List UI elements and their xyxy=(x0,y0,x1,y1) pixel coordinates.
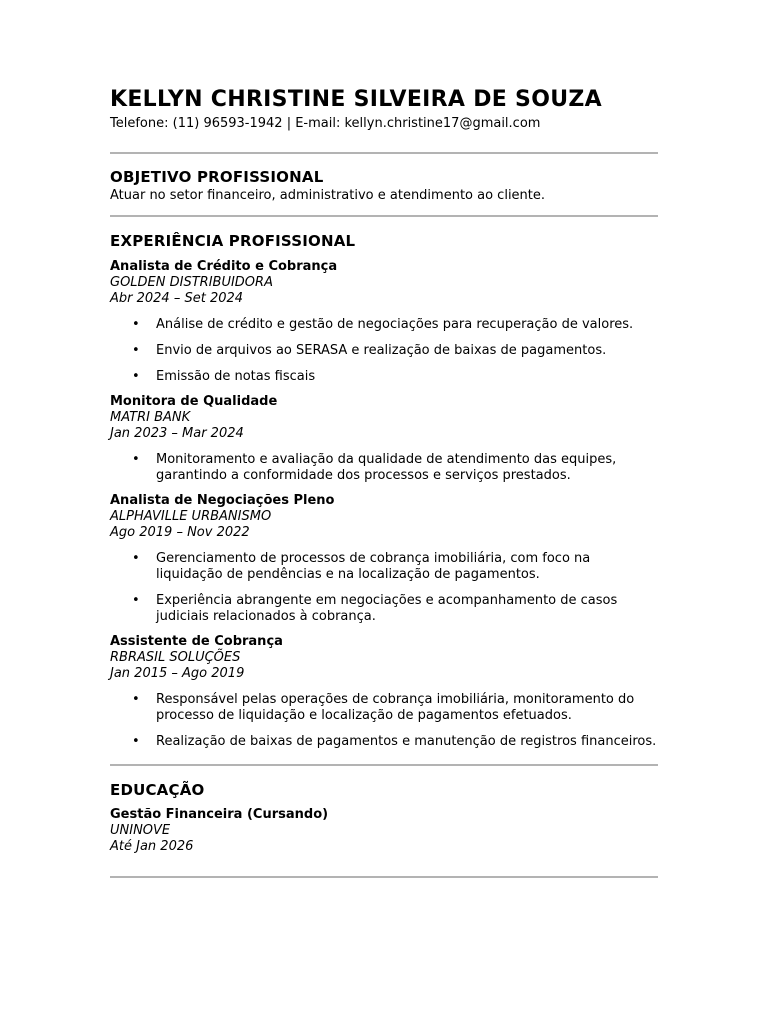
bullet-text: Gerenciamento de processos de cobrança imobiliária, com foco na liquidação de pendências e na localização de pagamentos. xyxy=(156,551,591,582)
bullet-icon: • xyxy=(132,692,140,707)
job-dates: Jan 2015 – Ago 2019 xyxy=(110,666,245,681)
job-entry xyxy=(110,259,658,385)
education-entry xyxy=(110,807,658,855)
job-bullets xyxy=(110,317,658,385)
bullet-icon: • xyxy=(132,452,140,467)
job-company: MATRI BANK xyxy=(110,410,191,425)
bullet-text: Envio de arquivos ao SERASA e realização de baixas de pagamentos. xyxy=(156,343,607,358)
job-bullets xyxy=(110,692,658,750)
bullet-text: Emissão de notas fiscais xyxy=(156,369,316,384)
list-item xyxy=(110,452,658,484)
bullet-icon: • xyxy=(132,593,140,608)
bullet-icon: • xyxy=(132,734,140,749)
job-bullets xyxy=(110,452,658,484)
bullet-icon: • xyxy=(132,551,140,566)
education-dates: Até Jan 2026 xyxy=(110,839,194,854)
bullet-text: Responsável pelas operações de cobrança imobiliária, monitoramento do processo de liquidação e localização de pagamentos efetuados. xyxy=(156,692,635,723)
contact-line: Telefone: (11) 96593-1942 | E-mail: kellyn.christine17@gmail.com xyxy=(110,116,541,131)
list-item xyxy=(110,593,658,625)
list-item xyxy=(110,551,658,583)
objective-heading: OBJETIVO PROFISSIONAL xyxy=(110,168,324,186)
list-item xyxy=(110,734,658,750)
bullet-icon: • xyxy=(132,369,140,384)
experience-heading: EXPERIÊNCIA PROFISSIONAL xyxy=(110,232,356,250)
job-dates: Ago 2019 – Nov 2022 xyxy=(110,525,250,540)
job-role: Analista de Crédito e Cobrança xyxy=(110,259,338,274)
bullet-text: Realização de baixas de pagamentos e manutenção de registros financeiros. xyxy=(156,734,657,749)
job-role: Analista de Negociações Pleno xyxy=(110,493,335,508)
job-bullets xyxy=(110,551,658,625)
job-entry xyxy=(110,634,658,750)
job-entry xyxy=(110,493,658,625)
list-item xyxy=(110,343,658,359)
job-dates: Abr 2024 – Set 2024 xyxy=(110,291,244,306)
list-item xyxy=(110,369,658,385)
objective-text: Atuar no setor financeiro, administrativo e atendimento ao cliente. xyxy=(110,188,546,203)
divider xyxy=(110,876,658,878)
education-heading: EDUCAÇÃO xyxy=(110,781,205,799)
job-company: GOLDEN DISTRIBUIDORA xyxy=(110,275,273,290)
divider xyxy=(110,215,658,217)
bullet-icon: • xyxy=(132,317,140,332)
divider xyxy=(110,152,658,154)
bullet-text: Monitoramento e avaliação da qualidade de atendimento das equipes, garantindo a conformidade dos processos e serviços prestados. xyxy=(156,452,617,483)
resume-page xyxy=(110,86,658,878)
list-item xyxy=(110,692,658,724)
candidate-name: KELLYN CHRISTINE SILVEIRA DE SOUZA xyxy=(110,87,602,112)
education-course: Gestão Financeira (Cursando) xyxy=(110,807,329,822)
bullet-text: Análise de crédito e gestão de negociações para recuperação de valores. xyxy=(156,317,634,332)
job-entry xyxy=(110,394,658,484)
job-dates: Jan 2023 – Mar 2024 xyxy=(110,426,244,441)
job-role: Assistente de Cobrança xyxy=(110,634,283,649)
job-company: RBRASIL SOLUÇÕES xyxy=(110,650,241,665)
job-role: Monitora de Qualidade xyxy=(110,394,278,409)
education-institution: UNINOVE xyxy=(110,823,171,838)
job-company: ALPHAVILLE URBANISMO xyxy=(110,509,272,524)
divider xyxy=(110,764,658,766)
bullet-icon: • xyxy=(132,343,140,358)
bullet-text: Experiência abrangente em negociações e acompanhamento de casos judiciais relacionados à cobrança. xyxy=(156,593,618,624)
list-item xyxy=(110,317,658,333)
